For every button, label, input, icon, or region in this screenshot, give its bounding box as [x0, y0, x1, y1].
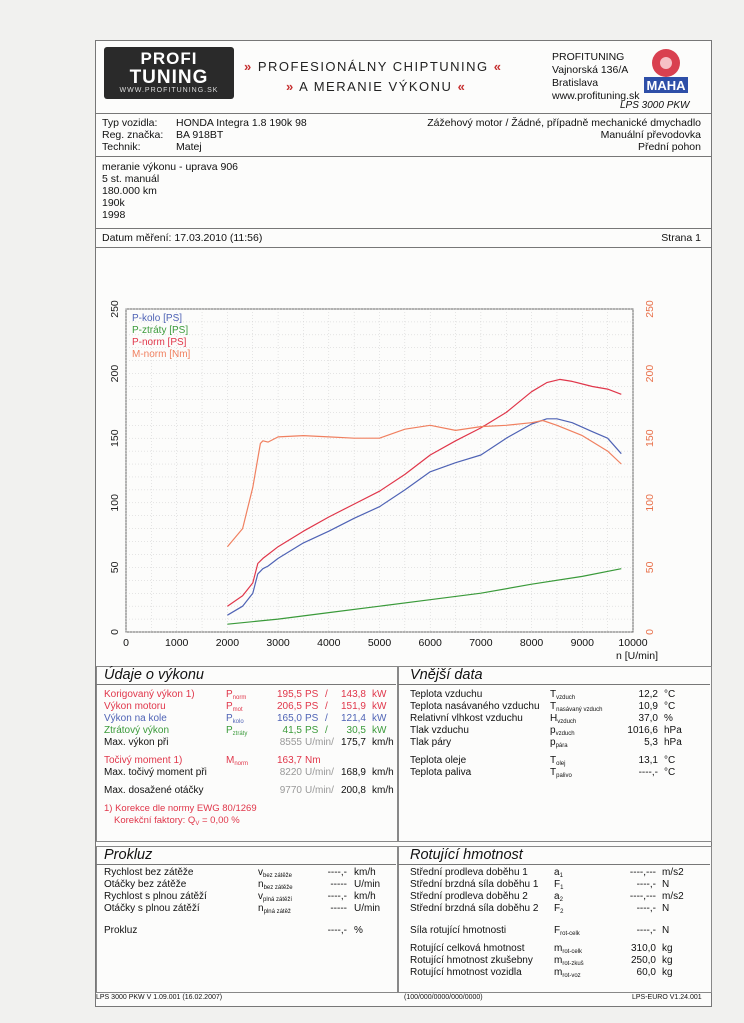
- company-address: [552, 51, 640, 103]
- max-rpm-speed: 200,8: [340, 785, 366, 796]
- vnejsi-value: 12,2: [638, 689, 658, 700]
- page-number: Strana 1: [661, 232, 701, 244]
- udaje-value-kw: 143,8: [340, 689, 366, 700]
- x-tick-label: 5000: [367, 637, 392, 649]
- rotujici-label: Síla rotující hmotnosti: [410, 925, 507, 936]
- udaje-value-ps: 206,5: [276, 701, 302, 712]
- udaje-title: Údaje o výkonu: [104, 667, 204, 683]
- vehicle-technician: Matej: [176, 141, 202, 153]
- udaje-label: Výkon motoru: [104, 701, 166, 712]
- rotujici-symbol: $F_1$: [554, 879, 564, 891]
- rotujici-unit: N: [662, 879, 670, 890]
- rotujici-symbol: $a_2$: [554, 891, 563, 903]
- max-rpm-speed-unit: km/h: [372, 785, 394, 796]
- vnejsi-unit: °C: [664, 701, 676, 712]
- vnejsi-label: Relativní vlhkost vzduchu: [410, 713, 523, 724]
- max-power-rpm: 8555: [279, 737, 302, 748]
- y2-tick-label: 50: [644, 561, 656, 574]
- prokluz-unit: km/h: [354, 891, 376, 902]
- max-power-label: Max. výkon při: [104, 737, 169, 748]
- max-rpm-rpm: 9770: [279, 785, 302, 796]
- vehicle-reg: BA 918BT: [176, 129, 224, 141]
- y2-tick-label: 150: [644, 429, 656, 447]
- prokluz-value: ----,-: [327, 891, 347, 902]
- company-city: Bratislava: [552, 77, 599, 89]
- vehicle-labels: Typ vozidla: Reg. značka: Technik:: [102, 117, 164, 153]
- udaje-separator: /: [325, 701, 328, 712]
- x-tick-label: 2000: [215, 637, 240, 649]
- rotujici-symbol: $m_{rot-celk}$: [554, 943, 583, 955]
- udaje-value-ps: 41,5: [282, 725, 302, 736]
- y2-tick-label: 100: [644, 494, 656, 512]
- rotujici-unit: N: [662, 925, 670, 936]
- udaje-unit-ps: PS: [305, 701, 319, 712]
- udaje-unit-ps: PS: [305, 713, 319, 724]
- vehicle-values: [176, 117, 307, 153]
- prokluz-label: Otáčky bez zátěže: [104, 879, 187, 890]
- vnejsi-unit: hPa: [664, 737, 682, 748]
- profituning-logo: [104, 47, 234, 99]
- udaje-value-kw: 121,4: [340, 713, 366, 724]
- footnote-norm: 1) Korekce dle normy EWG 80/1269: [104, 803, 257, 814]
- udaje-unit-ps: PS: [305, 725, 319, 736]
- udaje-value-kw: 151,9: [340, 701, 366, 712]
- udaje-unit-kw: kW: [372, 725, 387, 736]
- prokluz-label: Prokluz: [104, 925, 138, 936]
- vnejsi-label: Teplota nasávaného vzduchu: [410, 701, 540, 712]
- y-tick-label: 200: [109, 364, 121, 383]
- vnejsi-value: 37,0: [638, 713, 658, 724]
- prokluz-label: Rychlost bez zátěže: [104, 867, 194, 878]
- engine-info: Zážehový motor / Žádné, případně mechanické dmychadlo Manuální převodovka Přední pohon: [427, 117, 701, 153]
- measurement-notes: meranie výkonu - uprava 906 5 st. manuál 180.000 km 190k 1998: [102, 161, 238, 221]
- vnejsi-symbol: $p_{pára}$: [550, 737, 568, 749]
- torque-value: 163,7: [276, 755, 302, 766]
- prokluz-symbol: $v_{bez zátěže}$: [258, 867, 293, 879]
- rotujici-label: Střední brzdná síla doběhu 1: [410, 879, 539, 890]
- rotujici-label: Střední brzdná síla doběhu 2: [410, 903, 539, 914]
- max-torque-label: Max. točivý moment při: [104, 767, 207, 778]
- x-tick-label: 9000: [570, 637, 594, 649]
- vnejsi-symbol: $T_{palivo}$: [550, 767, 572, 779]
- x-tick-label: 8000: [519, 637, 544, 649]
- rotujici-symbol: $F_2$: [554, 903, 564, 915]
- legend-entry: P-kolo [PS]: [132, 313, 183, 324]
- x-tick-label: 0: [123, 637, 129, 649]
- banner-line1: » PROFESIONÁLNY CHIPTUNING «: [244, 59, 503, 74]
- vnejsi-value: 5,3: [644, 737, 658, 748]
- udaje-value-ps: 195,5: [276, 689, 302, 700]
- footer-center: (100/000/0000/000/0000): [404, 994, 483, 1001]
- y-tick-label: 150: [109, 429, 121, 447]
- rotujici-title: Rotující hmotnost: [410, 847, 523, 863]
- max-torque-speed-unit: km/h: [372, 767, 394, 778]
- vnejsi-symbol: $T_{nasávaný vzduch}$: [550, 701, 603, 713]
- rotujici-value: 310,0: [630, 943, 656, 954]
- prokluz-value: ----,-: [327, 925, 347, 936]
- dyno-chart: [96, 247, 711, 667]
- prokluz-symbol: $n_{bez zátěže}$: [258, 879, 293, 891]
- x-tick-label: 7000: [469, 637, 493, 649]
- product-name: LPS 3000 PKW: [620, 100, 690, 111]
- rotujici-value: 60,0: [636, 967, 656, 978]
- legend-entry: P-norm [PS]: [132, 337, 187, 348]
- udaje-separator: /: [325, 725, 328, 736]
- vehicle-type: HONDA Integra 1.8 190k 98: [176, 117, 307, 129]
- legend-entry: P-ztráty [PS]: [132, 325, 189, 336]
- x-tick-label: 3000: [266, 637, 290, 649]
- udaje-symbol: $P_{norm}$: [226, 689, 247, 701]
- vnejsi-label: Teplota vzduchu: [410, 689, 483, 700]
- rotujici-unit: m/s2: [662, 891, 684, 902]
- rotujici-unit: kg: [662, 967, 673, 978]
- legend-entry: M-norm [Nm]: [132, 349, 191, 360]
- max-rpm-label: Max. dosažené otáčky: [104, 785, 204, 796]
- banner-line2: » A MERANIE VÝKONU «: [286, 79, 467, 94]
- vnejsi-value: 13,1: [638, 755, 658, 766]
- y-tick-label: 50: [109, 561, 121, 574]
- rotujici-label: Rotující hmotnost vozidla: [410, 967, 522, 978]
- udaje-label: Ztrátový výkon: [104, 725, 170, 736]
- svg-text:MAHA: MAHA: [646, 78, 686, 93]
- vnejsi-label: Teplota paliva: [410, 767, 472, 778]
- prokluz-title: Prokluz: [104, 847, 153, 863]
- rotujici-label: Rotující celková hmotnost: [410, 943, 525, 954]
- prokluz-symbol: $v_{plná zátěží}$: [258, 891, 293, 903]
- torque-unit: Nm: [305, 755, 321, 766]
- udaje-unit-kw: kW: [372, 701, 387, 712]
- vnejsi-label: Tlak páry: [410, 737, 452, 748]
- rotujici-value: ----,---: [629, 891, 656, 902]
- y-tick-label: 250: [109, 300, 121, 318]
- x-tick-label: 6000: [418, 637, 442, 649]
- rotujici-label: Střední prodleva doběhu 2: [410, 891, 528, 902]
- udaje-label: Výkon na kole: [104, 713, 167, 724]
- vnejsi-value: 1016,6: [627, 725, 658, 736]
- prokluz-symbol: $n_{plná zátěž}$: [258, 903, 291, 915]
- vnejsi-unit: hPa: [664, 725, 682, 736]
- series-line-1: [227, 569, 621, 625]
- prokluz-value: -----: [330, 903, 347, 914]
- udaje-symbol: $P_{ztráty}$: [226, 725, 248, 737]
- udaje-unit-ps: PS: [305, 689, 319, 700]
- vnejsi-symbol: $p_{vzduch}$: [550, 725, 575, 737]
- company-street: Vajnorská 136/A: [552, 64, 629, 76]
- vnejsi-symbol: $H_{vzduch}$: [550, 713, 577, 725]
- udaje-unit-kw: kW: [372, 713, 387, 724]
- udaje-separator: /: [325, 689, 328, 700]
- torque-label: Točivý moment 1): [104, 755, 183, 766]
- prokluz-unit: %: [354, 925, 363, 936]
- company-web: www.profituning.sk: [552, 90, 640, 102]
- prokluz-unit: km/h: [354, 867, 376, 878]
- vnejsi-title: Vnější data: [410, 667, 483, 683]
- prokluz-value: -----: [330, 879, 347, 890]
- y2-tick-label: 250: [644, 300, 656, 318]
- rotujici-symbol: $F_{rot-celk}$: [554, 925, 580, 937]
- vnejsi-label: Teplota oleje: [410, 755, 467, 766]
- vnejsi-symbol: $T_{vzduch}$: [550, 689, 576, 701]
- rotujici-value: ----,-: [636, 925, 656, 936]
- footnote-factor: Korekční faktory: $Q_V = 0,00$ %: [114, 815, 240, 827]
- udaje-label: Korigovaný výkon 1): [104, 689, 195, 700]
- y-tick-label: 100: [109, 494, 121, 512]
- prokluz-unit: U/min: [354, 879, 381, 890]
- vnejsi-unit: °C: [664, 767, 676, 778]
- prokluz-value: ----,-: [327, 867, 347, 878]
- rotujici-unit: m/s2: [662, 867, 684, 878]
- rotujici-unit: N: [662, 903, 670, 914]
- maha-logo: [636, 45, 696, 95]
- vnejsi-symbol: $T_{olej}$: [550, 755, 566, 767]
- udaje-value-kw: 30,5: [346, 725, 366, 736]
- max-torque-rpm: 8220: [279, 767, 302, 778]
- x-tick-label: 4000: [317, 637, 341, 649]
- max-torque-speed: 168,9: [340, 767, 366, 778]
- udaje-value-ps: 165,0: [276, 713, 302, 724]
- x-tick-label: 1000: [165, 637, 189, 649]
- footer-right: LPS-EURO V1.24.001: [632, 994, 702, 1001]
- y2-tick-label: 0: [644, 629, 656, 635]
- y2-tick-label: 200: [644, 364, 656, 383]
- rotujici-value: ----,-: [636, 903, 656, 914]
- rotujici-label: Střední prodleva doběhu 1: [410, 867, 528, 878]
- logo-url: WWW.PROFITUNING.SK: [119, 87, 219, 94]
- series-line-0: [227, 419, 621, 615]
- rotujici-unit: kg: [662, 955, 673, 966]
- dyno-report-sheet: [95, 40, 712, 1007]
- udaje-symbol: $P_{mot}$: [226, 701, 243, 713]
- rotujici-symbol: $m_{rot-zkuš}$: [554, 955, 584, 967]
- prokluz-label: Rychlost s plnou zátěží: [104, 891, 207, 902]
- max-power-speed: 175,7: [340, 737, 366, 748]
- vnejsi-label: Tlak vzduchu: [410, 725, 469, 736]
- torque-symbol: $M_{norm}$: [226, 755, 249, 767]
- max-power-speed-unit: km/h: [372, 737, 394, 748]
- udaje-symbol: $P_{kolo}$: [226, 713, 244, 725]
- series-line-3: [227, 421, 621, 547]
- rotujici-value: 250,0: [630, 955, 656, 966]
- prokluz-label: Otáčky s plnou zátěží: [104, 903, 200, 914]
- y-tick-label: 0: [109, 629, 121, 635]
- vnejsi-unit: °C: [664, 689, 676, 700]
- udaje-unit-kw: kW: [372, 689, 387, 700]
- max-power-unit: U/min/: [305, 737, 334, 748]
- prokluz-unit: U/min: [354, 903, 381, 914]
- max-rpm-unit: U/min/: [305, 785, 334, 796]
- logo-line1: PROFI: [140, 49, 198, 68]
- vnejsi-unit: °C: [664, 755, 676, 766]
- udaje-separator: /: [325, 713, 328, 724]
- x-tick-label: 10000: [618, 637, 648, 649]
- rotujici-value: ----,-: [636, 879, 656, 890]
- measurement-date: Datum měření: 17.03.2010 (11:56): [102, 232, 263, 244]
- vnejsi-value: ----,-: [638, 767, 658, 778]
- rotujici-value: ----,---: [629, 867, 656, 878]
- footer-left: LPS 3000 PKW V 1.09.001 (16.02.2007): [96, 994, 223, 1001]
- vnejsi-value: 10,9: [638, 701, 658, 712]
- company-name: PROFITUNING: [552, 51, 625, 63]
- rotujici-symbol: $m_{rot-voz}$: [554, 967, 581, 979]
- max-torque-unit: U/min/: [305, 767, 334, 778]
- series-line-2: [227, 379, 621, 606]
- x-axis-label: n [U/min]: [615, 650, 659, 662]
- rotujici-unit: kg: [662, 943, 673, 954]
- vnejsi-unit: %: [664, 713, 673, 724]
- logo-line2: TUNING: [129, 67, 209, 88]
- rotujici-symbol: $a_1$: [554, 867, 563, 879]
- rotujici-label: Rotující hmotnost zkušebny: [410, 955, 533, 966]
